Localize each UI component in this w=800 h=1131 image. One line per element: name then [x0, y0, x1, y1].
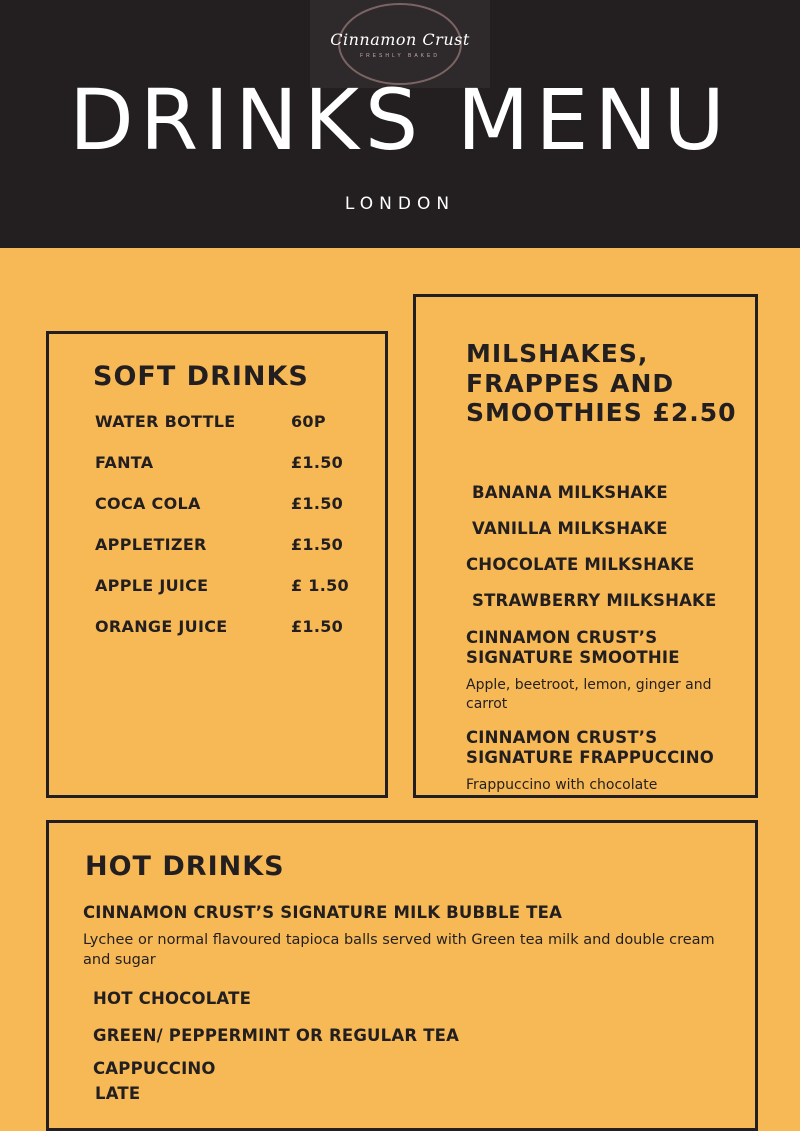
page-title: DRINKS MENU [69, 71, 731, 169]
item-name: WATER BOTTLE [95, 412, 236, 431]
item-price: £1.50 [291, 535, 344, 554]
shakes-panel [413, 294, 758, 798]
item-description: Frappuccino with chocolate [466, 776, 658, 793]
hot-drinks-panel [46, 820, 758, 1131]
soft-drinks-list [95, 412, 365, 658]
list-item: LATE [95, 1083, 141, 1103]
list-item: CHOCOLATE MILKSHAKE [466, 555, 695, 575]
list-item: STRAWBERRY MILKSHAKE [472, 591, 717, 611]
list-item [95, 576, 365, 595]
item-price: £1.50 [291, 453, 344, 472]
list-item: HOT CHOCOLATE [93, 988, 252, 1008]
logo-tagline: FRESHLY BAKED [360, 52, 440, 59]
list-item [95, 535, 365, 554]
list-item: CINNAMON CRUST’S SIGNATURE MILK BUBBLE TEA [83, 903, 563, 922]
list-item: CINNAMON CRUST’S SIGNATURE SMOOTHIE [466, 627, 680, 667]
list-item: CINNAMON CRUST’S SIGNATURE FRAPPUCCINO [466, 727, 714, 767]
list-item: VANILLA MILKSHAKE [472, 519, 668, 539]
item-name: COCA COLA [95, 494, 201, 513]
list-item [95, 617, 365, 636]
menu-header [0, 0, 800, 248]
logo-brand-name: Cinnamon Crust [330, 29, 470, 49]
item-description: Lychee or normal flavoured tapioca balls served with Green tea milk and double cream and sugar [83, 932, 715, 969]
list-item: CAPPUCCINO [93, 1058, 216, 1078]
hot-drinks-heading: HOT DRINKS [85, 851, 285, 882]
item-price: £1.50 [291, 494, 344, 513]
item-price: £1.50 [291, 617, 344, 636]
shakes-heading: MILSHAKES, FRAPPES AND SMOOTHIES £2.50 [466, 339, 737, 427]
hot-drinks-list [83, 903, 733, 1103]
list-item: BANANA MILKSHAKE [472, 483, 668, 502]
item-name: APPLE JUICE [95, 576, 209, 595]
soft-drinks-heading: SOFT DRINKS [93, 361, 309, 392]
list-item [95, 453, 365, 472]
shakes-list [466, 483, 741, 809]
item-price: 60P [291, 412, 326, 431]
item-name: APPLETIZER [95, 535, 207, 554]
item-name: ORANGE JUICE [95, 617, 228, 636]
list-item [95, 494, 365, 513]
item-name: FANTA [95, 453, 154, 472]
list-item [95, 412, 365, 431]
list-item: GREEN/ PEPPERMINT OR REGULAR TEA [93, 1025, 460, 1045]
page-subtitle-city: LONDON [344, 194, 456, 214]
item-description: Apple, beetroot, lemon, ginger and carrot [466, 676, 712, 712]
item-price: £ 1.50 [291, 576, 349, 595]
soft-drinks-panel [46, 331, 388, 798]
